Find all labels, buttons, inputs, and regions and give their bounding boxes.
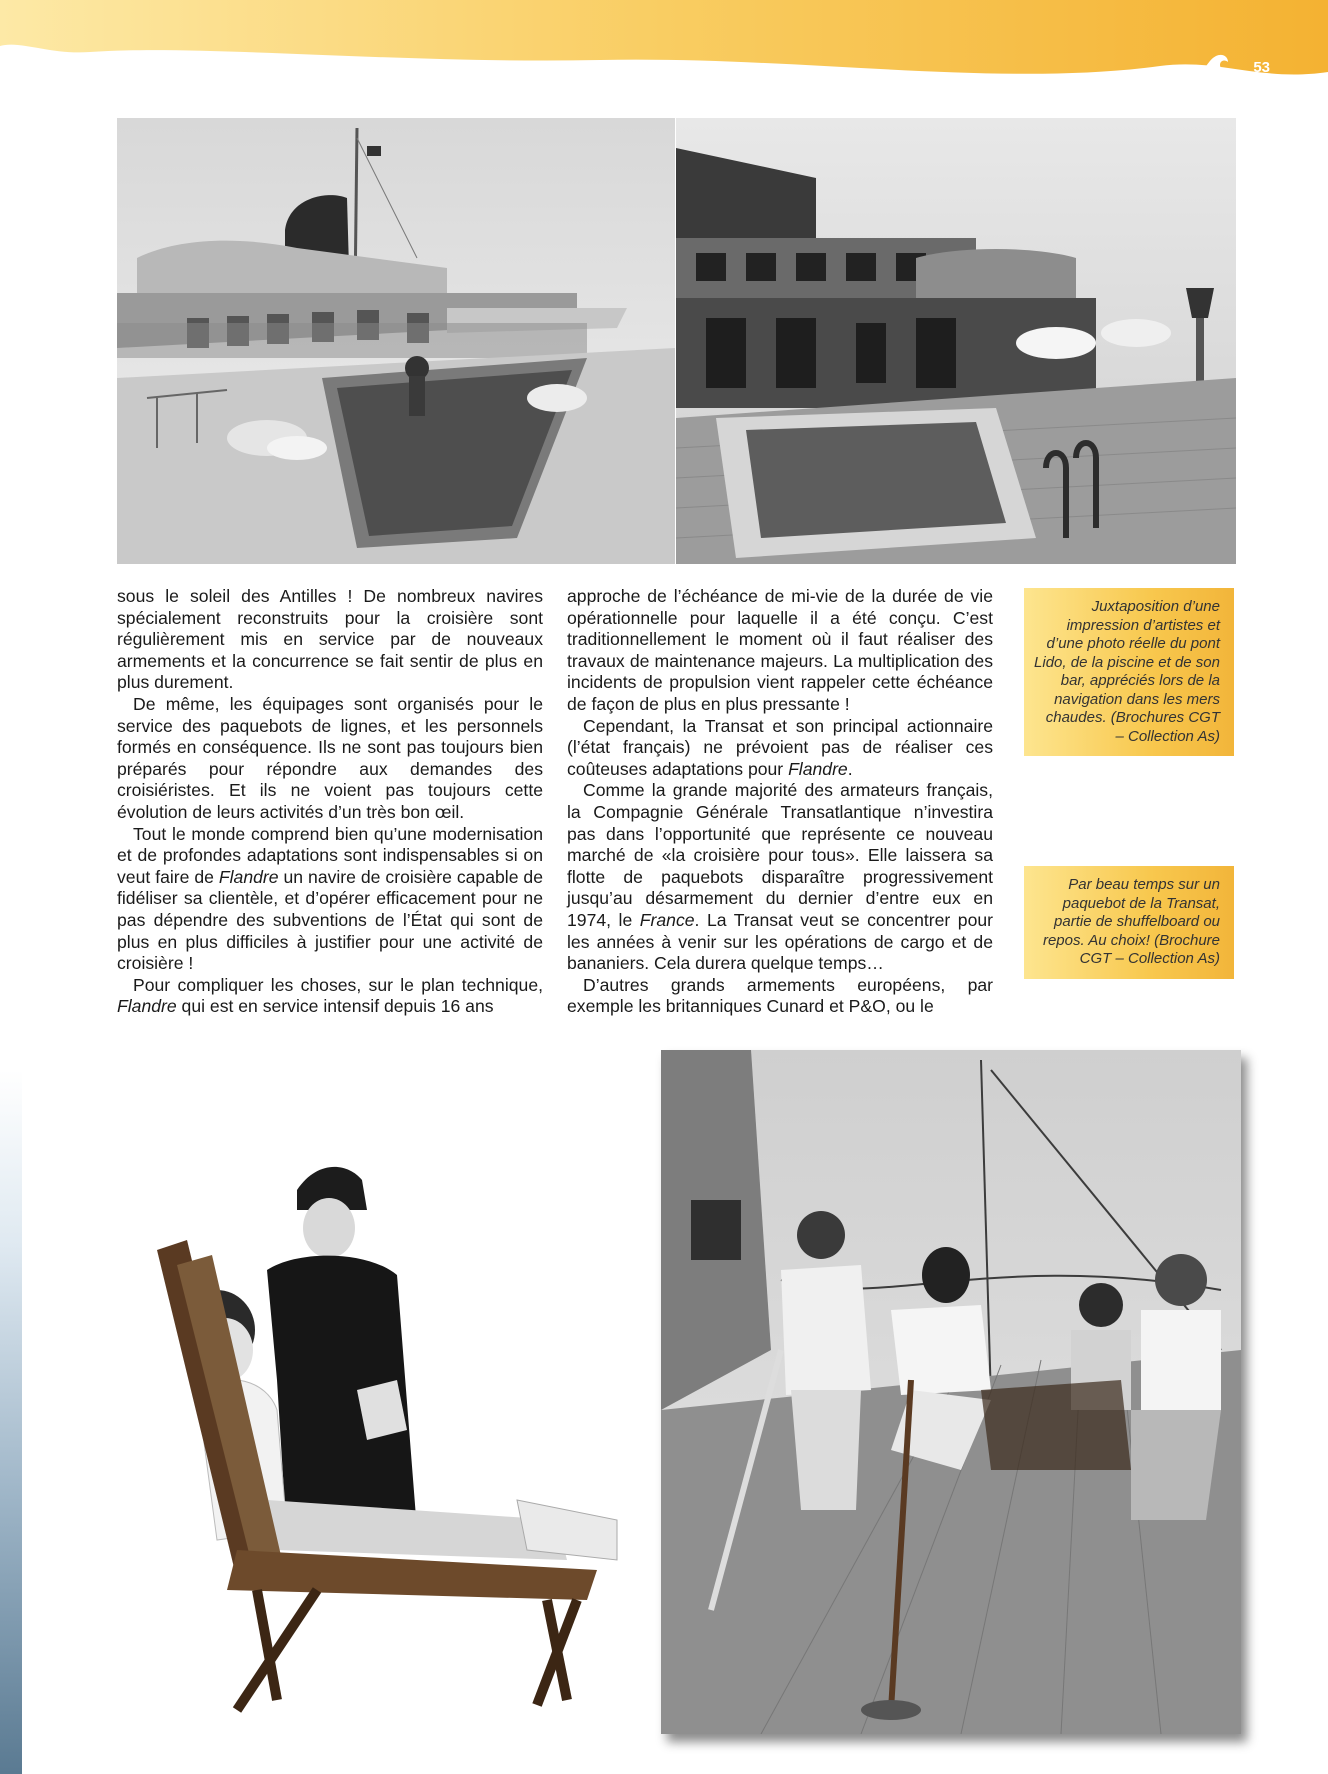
paragraph: sous le soleil des Antilles ! De nombreux navires spécialement reconstruits pour la croisière sont régulièrement mis en service par de nouveaux armements et la concurrence se fait sentir de plus en plus durement. xyxy=(117,586,543,693)
page-number: 53 xyxy=(1253,59,1270,76)
paragraph: approche de l’échéance de mi-vie de la durée de vie opérationnelle pour laquelle il a été conçu. C’est traditionnellement le moment où il faut réaliser des travaux de maintenance majeurs. La multiplication des incidents de propulsion vient rappeler cette échéance de façon de plus en plus pressante ! xyxy=(567,586,993,714)
paragraph: D’autres grands armements européens, par exemple les britanniques Cunard et P&O, ou le xyxy=(567,974,993,1017)
left-sea-strip xyxy=(0,1070,22,1774)
paragraph: Pour compliquer les choses, sur le plan technique, Flandre qui est en service intensif depuis 16 ans xyxy=(117,974,543,1017)
caption-shuffleboard: Par beau temps sur un paquebot de la Transat, partie de shuffelboard ou repos. Au choix! (Brochure CGT – Collection As) xyxy=(1024,866,1234,979)
wave-logo-icon xyxy=(1198,46,1232,76)
text-column-left xyxy=(117,586,543,1018)
photo-artist-impression xyxy=(117,118,675,564)
header-wave-band xyxy=(0,0,1328,92)
caption-lido-deck: Juxtaposition d’une impression d’artistes et d’une photo réelle du pont Lido, de la piscine et de son bar, appréciés lors de la navigation dans les mers chaudes. (Brochures CGT – Collection As) xyxy=(1024,588,1234,756)
text-column-middle xyxy=(567,586,993,1018)
paragraph: Tout le monde comprend bien qu’une modernisation et de profondes adaptations sont indispensables si on veut faire de Flandre un navire de croisière capable de fidéliser sa clientèle, et d’opérer efficacement pour ne pas dépendre des subventions de l’État qui sont de plus en plus difficiles à justifier pour une activité de croisière ! xyxy=(117,823,543,974)
paragraph: Cependant, la Transat et son principal actionnaire (l’état français) ne prévoient pas de réaliser ces coûteuses adaptations pour Flandre. xyxy=(567,715,993,779)
photo-shuffleboard xyxy=(661,1050,1241,1734)
photo-steward-deckchair xyxy=(117,1050,661,1734)
photo-lido-deck-pool xyxy=(676,118,1236,564)
paragraph: De même, les équipages sont organisés pour le service des paquebots de lignes, et les personnels formés en conséquence. Ils ne sont pas toujours bien préparés pour répondre aux demandes des croisiéristes. Et ils ne voient pas toujours cette évolution de leurs activités d’un très bon œil. xyxy=(117,693,543,822)
paragraph: Comme la grande majorité des armateurs français, la Compagnie Générale Transatlantique n’investira pas dans l’opportunité que représente ce nouveau marché de «la croisière pour tous». Elle laissera sa flotte de paquebots disparaître progressivement jusqu’au désarmement du dernier d’entre eux en 1974, le France. La Transat veut se concentrer pour les années à venir sur les opérations de cargo et de bananiers. Cela durera quelque temps… xyxy=(567,780,994,974)
